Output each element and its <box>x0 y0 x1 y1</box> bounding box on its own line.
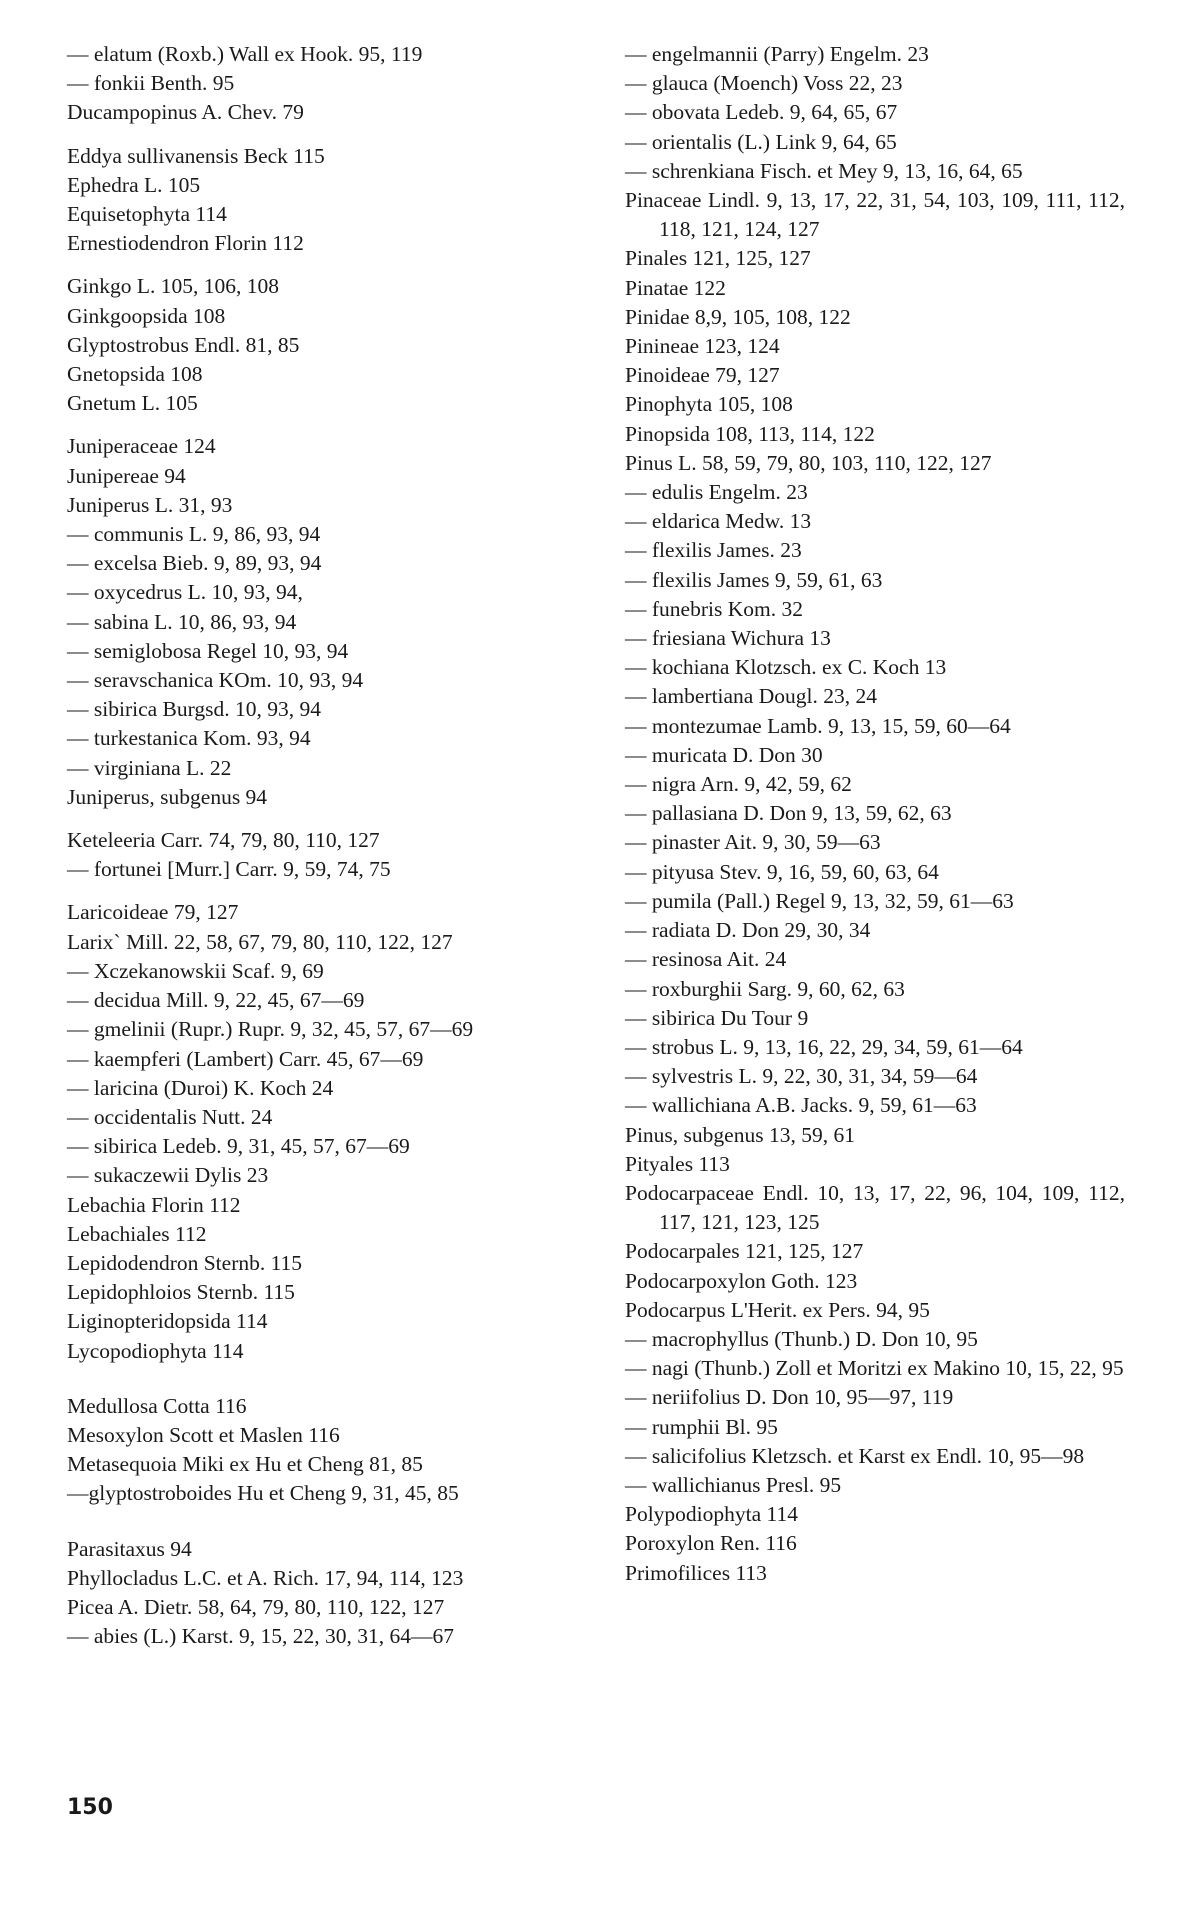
index-entry: Lebachiales 112 <box>67 1221 207 1246</box>
section-gap <box>67 1366 567 1392</box>
index-entry: — pinaster Ait. 9, 30, 59—63 <box>625 830 881 855</box>
index-entry: — salicifolius Kletzsch. et Karst ex Endl. 10, 95—98 <box>625 1443 1085 1468</box>
index-entry: Pinatae 122 <box>625 275 726 300</box>
index-entry: — rumphii Bl. 95 <box>625 1414 778 1439</box>
index-entry: Primofilices 113 <box>625 1560 767 1585</box>
index-entry: Eddya sullivanensis Beck 115 <box>67 143 325 168</box>
index-entry: — sibirica Ledeb. 9, 31, 45, 57, 67—69 <box>67 1134 410 1159</box>
index-entry: Juniperaceae 124 <box>67 434 216 459</box>
index-entry: Podocarpoxylon Goth. 123 <box>625 1268 858 1293</box>
index-entry: Lepidophloios Sternb. 115 <box>67 1280 295 1305</box>
index-entry: — kochiana Klotzsch. ex C. Koch 13 <box>625 655 947 680</box>
index-entry: — turkestanica Kom. 93, 94 <box>67 726 311 751</box>
index-entry: — pityusa Stev. 9, 16, 59, 60, 63, 64 <box>625 859 939 884</box>
index-entry: Laricoideae 79, 127 <box>67 900 239 925</box>
index-entry: Juniperus, subgenus 94 <box>67 784 268 809</box>
index-entry: Ginkgoopsida 108 <box>67 303 226 328</box>
index-entry: Podocarpales 121, 125, 127 <box>625 1239 864 1264</box>
index-entry: — nigra Arn. 9, 42, 59, 62 <box>625 772 852 797</box>
index-column-left <box>67 40 567 1651</box>
index-entry: — wallichiana A.B. Jacks. 9, 59, 61—63 <box>625 1093 977 1118</box>
index-entry: — orientalis (L.) Link 9, 64, 65 <box>625 129 897 154</box>
index-entry: Glyptostrobus Endl. 81, 85 <box>67 332 300 357</box>
index-entry: Picea A. Dietr. 58, 64, 79, 80, 110, 122, 127 <box>67 1594 445 1619</box>
index-entry: — macrophyllus (Thunb.) D. Don 10, 95 <box>625 1326 978 1351</box>
index-entry: Podocarpus L'Herit. ex Pers. 94, 95 <box>625 1297 930 1322</box>
index-entry: Metasequoia Miki ex Hu et Cheng 81, 85 <box>67 1452 423 1477</box>
index-entry: —glyptostroboides Hu et Cheng 9, 31, 45, 85 <box>67 1481 459 1506</box>
index-entry: — occidentalis Nutt. 24 <box>67 1104 273 1129</box>
index-entry: — glauca (Moench) Voss 22, 23 <box>625 71 903 96</box>
index-entry: — pallasiana D. Don 9, 13, 59, 62, 63 <box>625 801 952 826</box>
index-entry: — decidua Mill. 9, 22, 45, 67—69 <box>67 988 365 1013</box>
index-entry: Parasitaxus 94 <box>67 1536 192 1561</box>
index-entry: Pinineae 123, 124 <box>625 334 780 359</box>
index-entry: Larix` Mill. 22, 58, 67, 79, 80, 110, 122, 127 <box>67 929 453 954</box>
index-entry: — resinosa Ait. 24 <box>625 947 787 972</box>
index-entry: Keteleeria Carr. 74, 79, 80, 110, 127 <box>67 828 380 853</box>
index-entry: — kaempferi (Lambert) Carr. 45, 67—69 <box>67 1046 424 1071</box>
index-entry: Lebachia Florin 112 <box>67 1192 241 1217</box>
index-entry: Podocarpaceae Endl. 10, 13, 17, 22, 96, 104, 109, 112, 117, 121, 123, 125 <box>625 1180 1125 1235</box>
section-gap <box>67 884 567 898</box>
index-entry: Pinus L. 58, 59, 79, 80, 103, 110, 122, 127 <box>625 450 992 475</box>
index-entry: — seravschanica KOm. 10, 93, 94 <box>67 668 364 693</box>
index-entry: Pinoideae 79, 127 <box>625 363 780 388</box>
index-entry: Pinales 121, 125, 127 <box>625 246 811 271</box>
index-entry: — flexilis James 9, 59, 61, 63 <box>625 567 883 592</box>
index-entry: Pinophyta 105, 108 <box>625 392 793 417</box>
index-entry: — fonkii Benth. 95 <box>67 71 235 96</box>
index-entry: Junipereae 94 <box>67 463 186 488</box>
section-gap <box>67 812 567 826</box>
index-entry: — montezumae Lamb. 9, 13, 15, 59, 60—64 <box>625 713 1011 738</box>
index-entry: Pityales 113 <box>625 1151 730 1176</box>
index-entry: — laricina (Duroi) K. Koch 24 <box>67 1075 334 1100</box>
index-entry: Juniperus L. 31, 93 <box>67 492 233 517</box>
index-entry: — strobus L. 9, 13, 16, 22, 29, 34, 59, 61—64 <box>625 1034 1023 1059</box>
index-entry: — sukaczewii Dylis 23 <box>67 1163 269 1188</box>
index-entry: — Xczekanowskii Scaf. 9, 69 <box>67 958 324 983</box>
index-entry: Pinopsida 108, 113, 114, 122 <box>625 421 875 446</box>
section-gap <box>67 1509 567 1535</box>
index-entry: — engelmannii (Parry) Engelm. 23 <box>625 42 929 66</box>
index-entry: — sylvestris L. 9, 22, 30, 31, 34, 59—64 <box>625 1064 978 1089</box>
index-entry: — flexilis James. 23 <box>625 538 802 563</box>
index-entry: — eldarica Medw. 13 <box>625 509 812 534</box>
section-gap <box>67 418 567 432</box>
index-entry: — roxburghii Sarg. 9, 60, 62, 63 <box>625 976 905 1001</box>
index-entry: — elatum (Roxb.) Wall ex Hook. 95, 119 <box>67 42 423 66</box>
index-column-right <box>625 40 1125 1588</box>
index-entry: — schrenkiana Fisch. et Mey 9, 13, 16, 64, 65 <box>625 158 1023 183</box>
index-entry: Gnetum L. 105 <box>67 391 198 416</box>
index-entry: Ernestiodendron Florin 112 <box>67 231 304 256</box>
index-entry: Ducampopinus A. Chev. 79 <box>67 100 304 125</box>
index-entry: Lepidodendron Sternb. 115 <box>67 1250 303 1275</box>
index-entry: — fortunei [Murr.] Carr. 9, 59, 74, 75 <box>67 857 391 882</box>
index-entry: — communis L. 9, 86, 93, 94 <box>67 522 321 547</box>
index-entry: — sabina L. 10, 86, 93, 94 <box>67 609 297 634</box>
index-entry: Poroxylon Ren. 116 <box>625 1531 797 1556</box>
section-gap <box>67 128 567 142</box>
section-gap <box>67 258 567 272</box>
index-entry: Equisetophyta 114 <box>67 202 227 227</box>
index-entry: Ephedra L. 105 <box>67 172 201 197</box>
index-entry: — abies (L.) Karst. 9, 15, 22, 30, 31, 64—67 <box>67 1624 454 1649</box>
index-entry: Polypodiophyta 114 <box>625 1502 798 1527</box>
index-entry: — semiglobosa Regel 10, 93, 94 <box>67 638 349 663</box>
index-entry: Gnetopsida 108 <box>67 362 203 387</box>
index-entry: — lambertiana Dougl. 23, 24 <box>625 684 877 709</box>
index-entry: — pumila (Pall.) Regel 9, 13, 32, 59, 61—63 <box>625 888 1014 913</box>
index-entry: Mesoxylon Scott et Maslen 116 <box>67 1422 340 1447</box>
index-entry: — oxycedrus L. 10, 93, 94, <box>67 580 303 605</box>
index-entry: Ginkgo L. 105, 106, 108 <box>67 274 280 299</box>
index-entry: — gmelinii (Rupr.) Rupr. 9, 32, 45, 57, 67—69 <box>67 1017 474 1042</box>
index-entry: — excelsa Bieb. 9, 89, 93, 94 <box>67 551 322 576</box>
index-entry: — radiata D. Don 29, 30, 34 <box>625 918 871 943</box>
index-entry: — wallichianus Presl. 95 <box>625 1472 842 1497</box>
index-entry: — neriifolius D. Don 10, 95—97, 119 <box>625 1385 954 1410</box>
index-entry: Lycopodiophyta 114 <box>67 1338 244 1363</box>
index-entry: Medullosa Cotta 116 <box>67 1393 247 1418</box>
index-entry: — sibirica Du Tour 9 <box>625 1005 809 1030</box>
index-entry: — funebris Kom. 32 <box>625 596 803 621</box>
index-entry: — nagi (Thunb.) Zoll et Moritzi ex Makino 10, 15, 22, 95 <box>625 1356 1124 1381</box>
index-entry: Pinaceae Lindl. 9, 13, 17, 22, 31, 54, 103, 109, 111, 112, 118, 121, 124, 127 <box>625 188 1125 242</box>
index-entry: — muricata D. Don 30 <box>625 742 823 767</box>
index-entry: Phyllocladus L.C. et A. Rich. 17, 94, 114, 123 <box>67 1565 464 1590</box>
index-entry: Pinus, subgenus 13, 59, 61 <box>625 1122 855 1147</box>
index-entry: Liginopteridopsida 114 <box>67 1309 268 1334</box>
index-entry: — virginiana L. 22 <box>67 755 232 780</box>
index-entry: — obovata Ledeb. 9, 64, 65, 67 <box>625 100 898 125</box>
index-entry: — friesiana Wichura 13 <box>625 626 831 651</box>
index-entry: — edulis Engelm. 23 <box>625 480 808 505</box>
index-entry: Pinidae 8,9, 105, 108, 122 <box>625 304 851 329</box>
index-entry: — sibirica Burgsd. 10, 93, 94 <box>67 697 322 722</box>
page-number: 150 <box>67 1795 113 1820</box>
